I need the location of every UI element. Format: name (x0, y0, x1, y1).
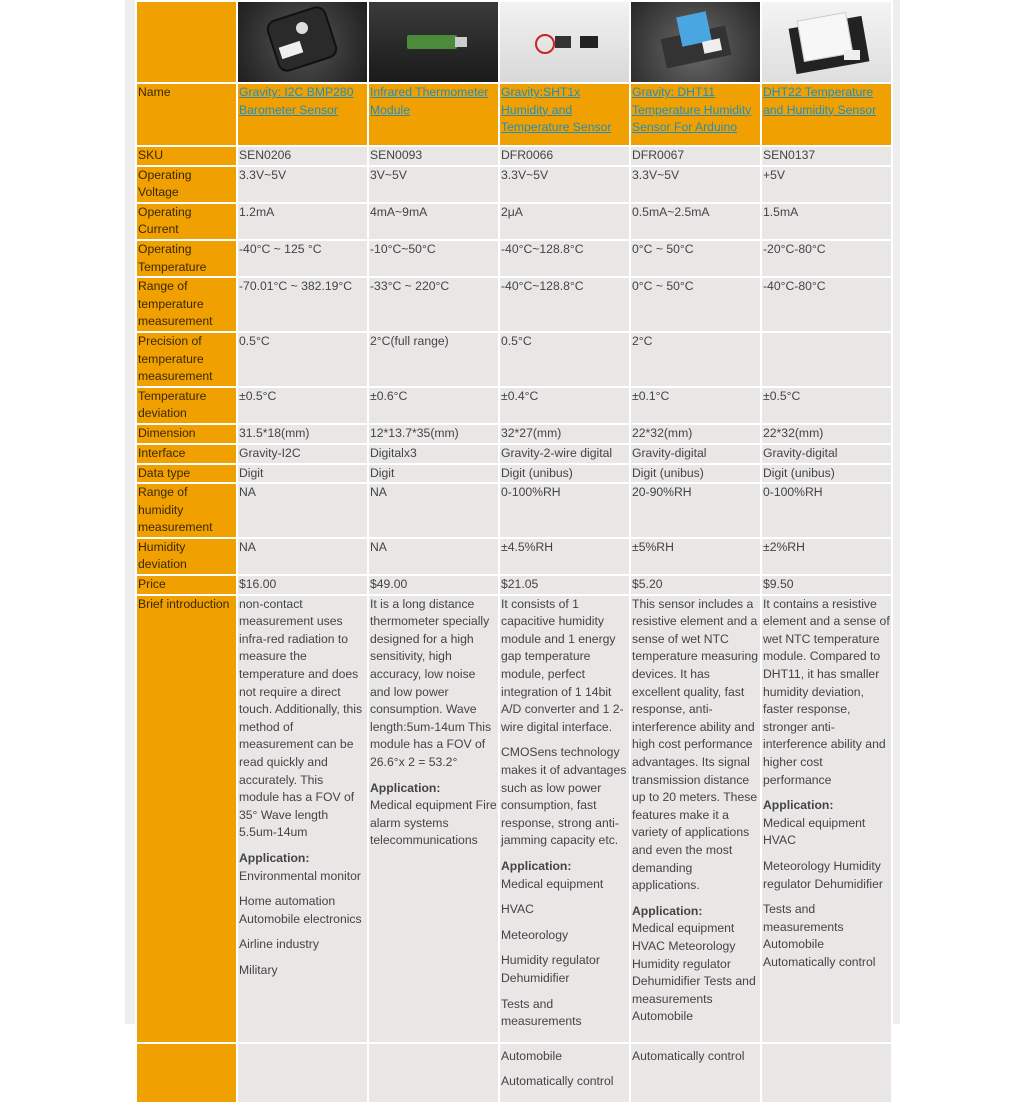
label-current: Operating Current (136, 203, 237, 240)
application-item: Medical equipment Fire alarm systems telecommunications (370, 798, 497, 848)
cell-dimension: 22*32(mm) (761, 424, 892, 444)
cell-sku: SEN0093 (368, 146, 499, 166)
cell-price: $16.00 (237, 575, 368, 595)
label-op-temp: Operating Temperature (136, 240, 237, 277)
application-item: Meteorology Humidity regulator Dehumidifier (763, 858, 883, 891)
row-current (136, 203, 892, 240)
cell-range-temp: -70.01°C ~ 382.19°C (237, 277, 368, 332)
row-interface (136, 444, 892, 464)
application-heading: Application: (370, 780, 441, 795)
product-image-cell (499, 1, 630, 83)
row-data-type (136, 464, 892, 484)
brief-paragraph: It consists of 1 capacitive humidity module and 1 energy gap temperature module, perfect integration of 1 14bit A/D converter and 1 2-wire digital interface. (501, 596, 624, 734)
product-link[interactable]: DHT22 Temperature and Humidity Sensor (763, 85, 877, 117)
row-temp-dev (136, 387, 892, 424)
product-name-cell (368, 83, 499, 146)
cell-sku: SEN0206 (237, 146, 368, 166)
product-image-cell (237, 1, 368, 83)
cell-interface: Gravity-2-wire digital (499, 444, 630, 464)
application-item: Automobile (501, 1048, 562, 1063)
cell-hum-dev: ±4.5%RH (499, 538, 630, 575)
name-row (136, 83, 892, 146)
cell-price: $49.00 (368, 575, 499, 595)
cell-op-temp: 0°C ~ 50°C (630, 240, 761, 277)
dht11-image[interactable] (631, 2, 760, 82)
cell-dimension: 12*13.7*35(mm) (368, 424, 499, 444)
cell-voltage: 3.3V~5V (499, 166, 630, 203)
label-voltage: Operating Voltage (136, 166, 237, 203)
label-sku: SKU (136, 146, 237, 166)
cell-brief (630, 595, 761, 1043)
label-empty (136, 1043, 237, 1103)
brief-paragraph: CMOSens technology makes it of advantages such as low power consumption, fast response, strong anti-jamming capacity etc. (501, 745, 627, 848)
label-range-temp: Range of temperature measurement (136, 277, 237, 332)
cell-hum-dev: NA (368, 538, 499, 575)
application-item: Tests and measurements Automobile Automatically control (763, 902, 876, 969)
cell-extra (499, 1043, 630, 1103)
application-item: Tests and measurements (501, 996, 582, 1029)
row-price (136, 575, 892, 595)
cell-interface: Gravity-digital (630, 444, 761, 464)
row-brief (136, 595, 892, 1043)
cell-range-hum: 20-90%RH (630, 483, 761, 538)
application-item: Home automation Automobile electronics (239, 894, 362, 926)
cell-brief (761, 595, 892, 1043)
product-image-cell (761, 1, 892, 83)
product-link[interactable]: Gravity:SHT1x Humidity and Temperature Sensor (501, 85, 612, 135)
brief-paragraph: It contains a resistive element and a sense of wet NTC temperature module. Compared to DHT11, it has smaller humidity deviation, faster response, stronger anti-interference ability and higher cost performance (763, 596, 890, 787)
row-dimension (136, 424, 892, 444)
application-item: Automatically control (632, 1048, 745, 1063)
cell-op-temp: -40°C ~ 125 °C (237, 240, 368, 277)
cell-precision: 0.5°C (237, 332, 368, 387)
cell-interface: Digitalx3 (368, 444, 499, 464)
ir-thermometer-image[interactable] (369, 2, 498, 82)
cell-hum-dev: NA (237, 538, 368, 575)
cell-voltage: 3.3V~5V (630, 166, 761, 203)
cell-data-type: Digit (unibus) (499, 464, 630, 484)
cell-range-temp: -33°C ~ 220°C (368, 277, 499, 332)
cell-range-temp: -40°C-80°C (761, 277, 892, 332)
label-brief: Brief introduction (136, 595, 237, 1043)
cell-extra (237, 1043, 368, 1103)
application-item: Automatically control (501, 1074, 614, 1089)
product-link[interactable]: Infrared Thermometer Module (370, 85, 489, 117)
cell-range-hum: NA (237, 483, 368, 538)
cell-brief (499, 595, 630, 1043)
cell-temp-dev: ±0.6°C (368, 387, 499, 424)
cell-op-temp: -10°C~50°C (368, 240, 499, 277)
cell-range-temp: 0°C ~ 50°C (630, 277, 761, 332)
cell-op-temp: -40°C~128.8°C (499, 240, 630, 277)
cell-current: 2μA (499, 203, 630, 240)
cell-sku: SEN0137 (761, 146, 892, 166)
application-item: Airline industry (239, 937, 319, 952)
sensor-comparison-table (135, 0, 893, 1104)
cell-voltage: 3.3V~5V (237, 166, 368, 203)
cell-price: $5.20 (630, 575, 761, 595)
product-name-cell (630, 83, 761, 146)
cell-dimension: 32*27(mm) (499, 424, 630, 444)
cell-precision: 2°C (630, 332, 761, 387)
cell-brief (368, 595, 499, 1043)
row-voltage (136, 166, 892, 203)
application-heading: Application: (501, 858, 572, 873)
application-heading: Application: (763, 798, 834, 813)
application-item: Medical equipment HVAC (763, 815, 866, 848)
application-heading: Application: (239, 850, 310, 865)
product-name-cell (761, 83, 892, 146)
cell-temp-dev: ±0.1°C (630, 387, 761, 424)
application-item: Meteorology (501, 927, 569, 942)
application-item: Medical equipment (501, 876, 604, 891)
sht1x-image[interactable] (500, 2, 629, 82)
cell-voltage: 3V~5V (368, 166, 499, 203)
cell-dimension: 22*32(mm) (630, 424, 761, 444)
application-item: Humidity regulator Dehumidifier (501, 953, 600, 985)
cell-temp-dev: ±0.5°C (761, 387, 892, 424)
image-row (136, 1, 892, 83)
cell-interface: Gravity-I2C (237, 444, 368, 464)
cell-hum-dev: ±2%RH (761, 538, 892, 575)
cell-data-type: Digit (unibus) (630, 464, 761, 484)
cell-range-hum: 0-100%RH (499, 483, 630, 538)
row-sku (136, 146, 892, 166)
row-range-hum (136, 483, 892, 538)
cell-price: $21.05 (499, 575, 630, 595)
cell-current: 0.5mA~2.5mA (630, 203, 761, 240)
cell-price: $9.50 (761, 575, 892, 595)
label-precision: Precision of temperature measurement (136, 332, 237, 387)
cell-temp-dev: ±0.5°C (237, 387, 368, 424)
cell-brief (237, 595, 368, 1043)
product-link[interactable]: Gravity: DHT11 Temperature Humidity Sensor For Arduino (632, 85, 752, 135)
label-price: Price (136, 575, 237, 595)
cell-range-hum: NA (368, 483, 499, 538)
cell-sku: DFR0067 (630, 146, 761, 166)
application-item: HVAC (501, 902, 534, 917)
cell-range-temp: -40°C~128.8°C (499, 277, 630, 332)
brief-paragraph: It is a long distance thermometer specially designed for a high sensitivity, high accuracy, low noise and low power consumption. Wave length:5um-14um This module has a FOV of 26.6°x 2 = 53.2° (370, 596, 492, 769)
cell-extra (630, 1043, 761, 1103)
dht22-image[interactable] (762, 2, 891, 82)
label-dimension: Dimension (136, 424, 237, 444)
cell-dimension: 31.5*18(mm) (237, 424, 368, 444)
row-hum-dev (136, 538, 892, 575)
cell-precision (761, 332, 892, 387)
application-item: Medical equipment HVAC Meteorology Humidity regulator Dehumidifier Tests and measurements Automobile (632, 921, 756, 1024)
cell-data-type: Digit (368, 464, 499, 484)
cell-extra (368, 1043, 499, 1103)
row-precision (136, 332, 892, 387)
cell-data-type: Digit (unibus) (761, 464, 892, 484)
cell-precision: 2°C(full range) (368, 332, 499, 387)
cell-current: 4mA~9mA (368, 203, 499, 240)
label-name: Name (136, 83, 237, 146)
application-item: Military (239, 962, 278, 977)
product-link[interactable]: Gravity: I2C BMP280 Barometer Sensor (239, 85, 354, 117)
cell-current: 1.5mA (761, 203, 892, 240)
cell-precision: 0.5°C (499, 332, 630, 387)
brief-paragraph: This sensor includes a resistive element and a sense of wet NTC temperature measuring devices. It has excellent quality, fast response, anti-interference ability and high cost performance advantages. Its signal transmission distance up to 20 meters. These features make it a variety of applications and even the most demanding applications. (632, 596, 758, 893)
row-extra (136, 1043, 892, 1103)
cell-interface: Gravity-digital (761, 444, 892, 464)
cell-extra (761, 1043, 892, 1103)
cell-sku: DFR0066 (499, 146, 630, 166)
row-op-temp (136, 240, 892, 277)
application-heading: Application: (632, 903, 703, 918)
product-name-cell (499, 83, 630, 146)
brief-paragraph: non-contact measurement uses infra-red radiation to measure the temperature and does not require a direct touch. Additionally, this method of measurement can be read quickly and accurately. This module has a FOV of 35° Wave length 5.5um-14um (239, 596, 363, 840)
label-range-hum: Range of humidity measurement (136, 483, 237, 538)
cell-temp-dev: ±0.4°C (499, 387, 630, 424)
cell-range-hum: 0-100%RH (761, 483, 892, 538)
label-temp-dev: Temperature deviation (136, 387, 237, 424)
cell-voltage: +5V (761, 166, 892, 203)
label-cell-empty (136, 1, 237, 83)
application-item: Environmental monitor (239, 868, 361, 883)
label-hum-dev: Humidity deviation (136, 538, 237, 575)
cell-current: 1.2mA (237, 203, 368, 240)
product-image-cell (630, 1, 761, 83)
product-name-cell (237, 83, 368, 146)
bmp280-board-image[interactable] (238, 2, 367, 82)
label-interface: Interface (136, 444, 237, 464)
label-data-type: Data type (136, 464, 237, 484)
cell-op-temp: -20°C-80°C (761, 240, 892, 277)
cell-data-type: Digit (237, 464, 368, 484)
row-range-temp (136, 277, 892, 332)
cell-hum-dev: ±5%RH (630, 538, 761, 575)
product-image-cell (368, 1, 499, 83)
